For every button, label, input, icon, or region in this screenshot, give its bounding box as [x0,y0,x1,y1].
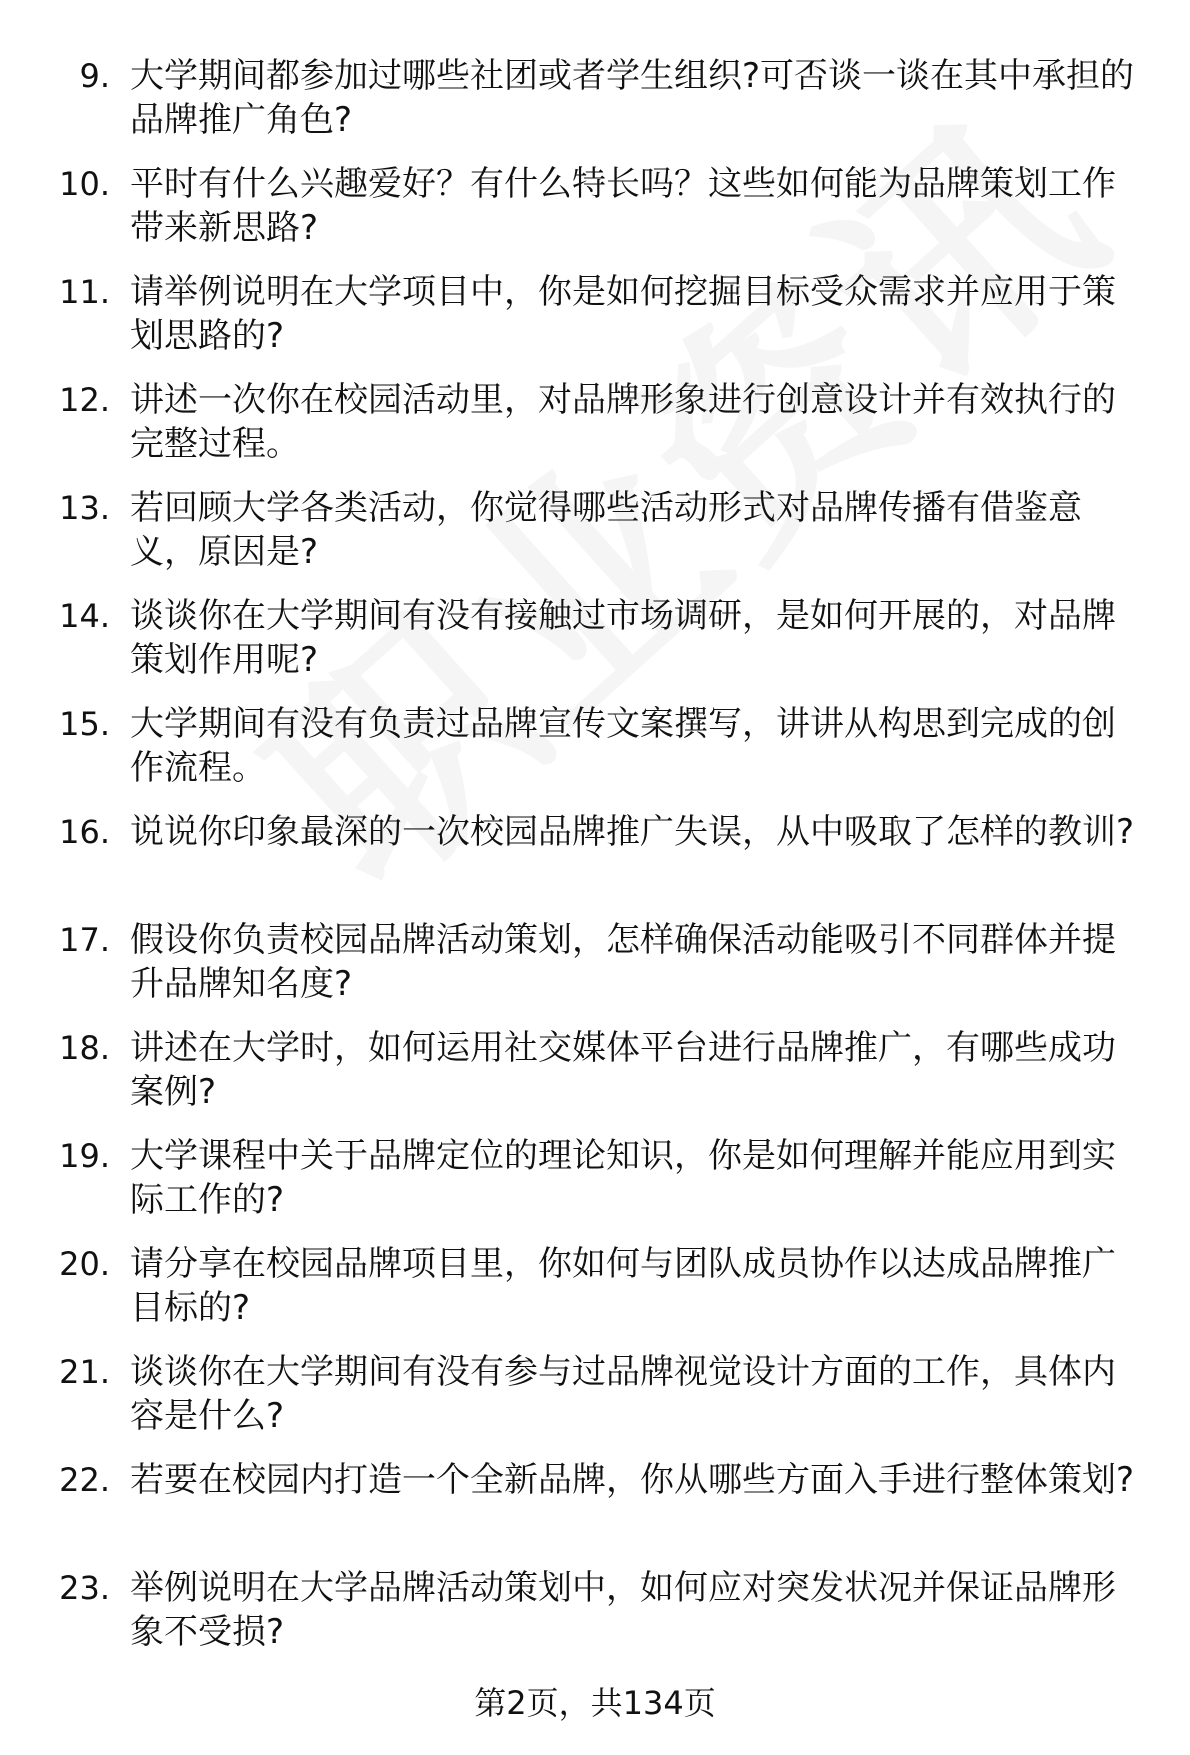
question-text: 若回顾大学各类活动，你觉得哪些活动形式对品牌传播有借鉴意义，原因是? [130,488,1082,572]
item-number: 9. [79,57,110,95]
list-item [0,1456,1190,1554]
question-text: 请举例说明在大学项目中，你是如何挖掘目标受众需求并应用于策划思路的? [130,272,1116,356]
question-text: 讲述一次你在校园活动里，对品牌形象进行创意设计并有效执行的完整过程。 [130,380,1116,464]
question-text: 若要在校园内打造一个全新品牌，你从哪些方面入手进行整体策划? [130,1460,1135,1500]
list-item [0,1564,1190,1662]
question-text: 请分享在校园品牌项目里，你如何与团队成员协作以达成品牌推广目标的? [130,1244,1116,1328]
list-item [0,376,1190,474]
question-text: 大学课程中关于品牌定位的理论知识，你是如何理解并能应用到实际工作的? [130,1136,1116,1220]
item-number: 11. [59,273,110,311]
list-item [0,700,1190,798]
list-item [0,268,1190,366]
item-number: 20. [59,1245,110,1283]
item-number: 16. [59,813,110,851]
question-text: 大学期间有没有负责过品牌宣传文案撰写，讲讲从构思到完成的创作流程。 [130,704,1116,788]
page-footer: 第2页，共134页 [474,1684,716,1722]
item-number: 23. [59,1569,110,1607]
question-text: 平时有什么兴趣爱好？有什么特长吗？这些如何能为品牌策划工作带来新思路? [130,164,1116,248]
item-number: 19. [59,1137,110,1175]
question-text: 举例说明在大学品牌活动策划中，如何应对突发状况并保证品牌形象不受损? [130,1568,1116,1652]
question-list [0,52,1190,1672]
list-item [0,808,1190,906]
item-number: 22. [59,1461,110,1499]
item-number: 10. [59,165,110,203]
item-number: 15. [59,705,110,743]
list-item [0,1024,1190,1122]
item-number: 12. [59,381,110,419]
list-item [0,916,1190,1014]
list-item [0,1132,1190,1230]
item-number: 13. [59,489,110,527]
question-text: 讲述在大学时，如何运用社交媒体平台进行品牌推广，有哪些成功案例? [130,1028,1116,1112]
list-item [0,1348,1190,1446]
question-text: 假设你负责校园品牌活动策划，怎样确保活动能吸引不同群体并提升品牌知名度? [130,920,1116,1004]
question-text: 谈谈你在大学期间有没有参与过品牌视觉设计方面的工作，具体内容是什么? [130,1352,1116,1436]
list-item [0,1240,1190,1338]
item-number: 14. [59,597,110,635]
item-number: 21. [59,1353,110,1391]
list-item [0,160,1190,258]
item-number: 18. [59,1029,110,1067]
question-text: 谈谈你在大学期间有没有接触过市场调研，是如何开展的，对品牌策划作用呢? [130,596,1116,680]
list-item [0,52,1190,150]
list-item [0,484,1190,582]
item-number: 17. [59,921,110,959]
question-text: 说说你印象最深的一次校园品牌推广失误，从中吸取了怎样的教训? [130,812,1135,852]
question-text: 大学期间都参加过哪些社团或者学生组织?可否谈一谈在其中承担的品牌推广角色? [130,56,1135,140]
list-item [0,592,1190,690]
